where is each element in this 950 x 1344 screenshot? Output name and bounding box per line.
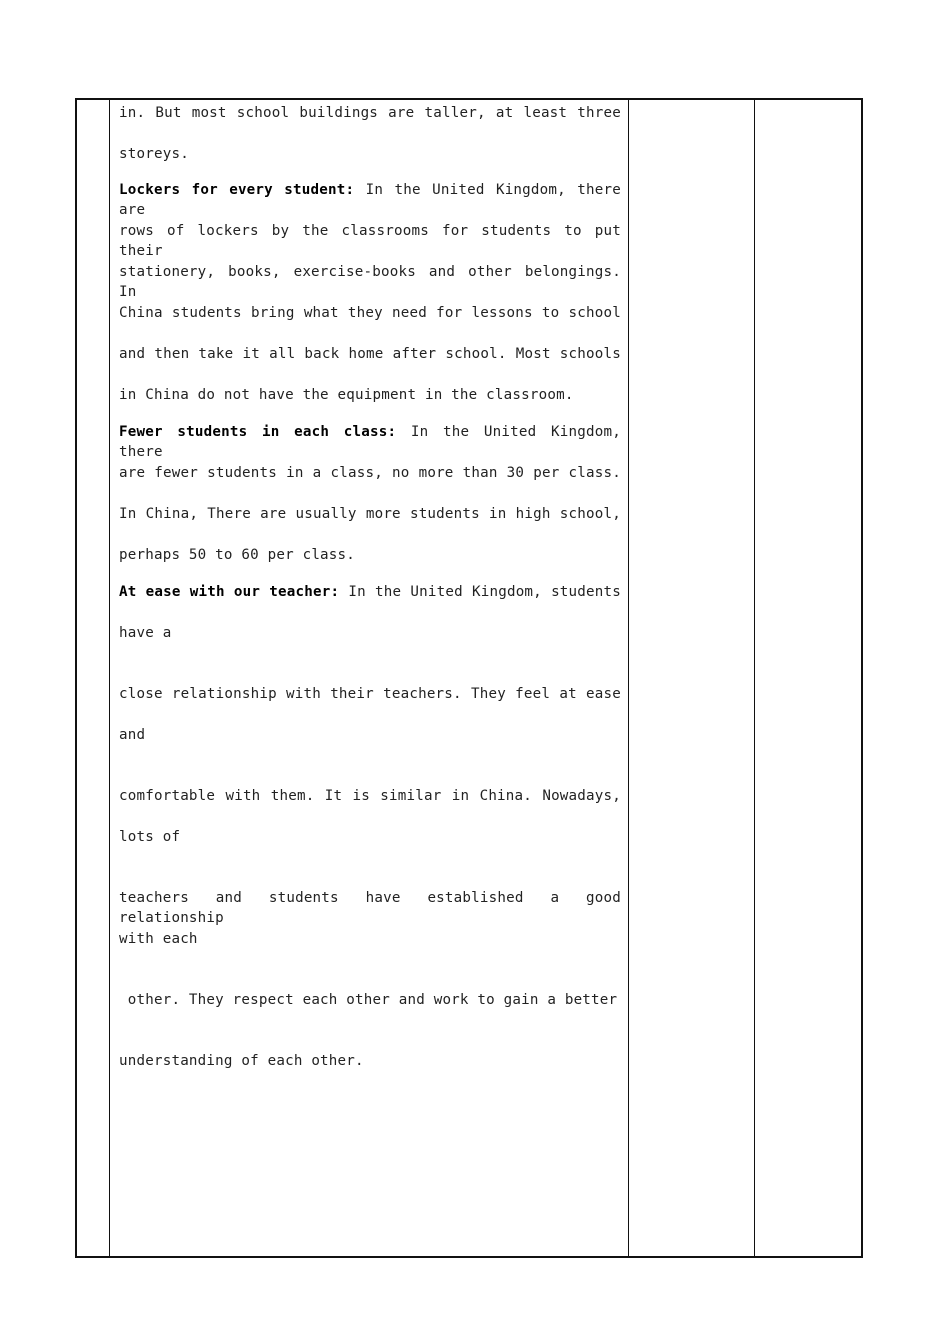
text-line: in China do not have the equipment in the classroom. [119,387,574,403]
text-line: lots of [119,829,181,845]
column-divider-2 [628,98,629,1258]
text-line: storeys. [119,146,189,162]
text-line: comfortable with them. It is similar in China. Nowadays, [119,788,621,804]
text-line: and then take it all back home after school. Most schools [119,346,621,362]
text-line: stationery, books, exercise-books and other belongings. In [119,264,621,300]
heading-lockers: Lockers for every student: [119,182,355,198]
text-line: China students bring what they need for lessons to school [119,305,621,321]
column-divider-3 [754,98,755,1258]
text-line: close relationship with their teachers. They feel at ease [119,686,621,702]
text-line: understanding of each other. [119,1053,364,1069]
text-line: perhaps 50 to 60 per class. [119,547,356,563]
text-line: At ease with our teacher: In the United Kingdom, students [119,584,622,600]
text-line: Fewer students in each class: In the United Kingdom, there [119,424,621,460]
text-line: In China, There are usually more students in high school, [119,506,621,522]
text-line: teachers and students have established a good relationship [119,890,621,926]
text-line: rows of lockers by the classrooms for students to put their [119,223,621,259]
text-line: and [119,727,146,743]
text-line: have a [119,625,172,641]
text-line: are fewer students in a class, no more than 30 per class. [119,465,621,481]
heading-at-ease: At ease with our teacher: [119,584,340,600]
text-line: with each [119,931,198,947]
heading-fewer-students: Fewer students in each class: [119,424,397,440]
text-line: in. But most school buildings are taller, at least three [119,105,621,121]
text-line: other. They respect each other and work to gain a better [119,992,618,1008]
text-line: Lockers for every student: In the United Kingdom, there are [119,182,621,218]
column-divider-1 [109,98,110,1258]
